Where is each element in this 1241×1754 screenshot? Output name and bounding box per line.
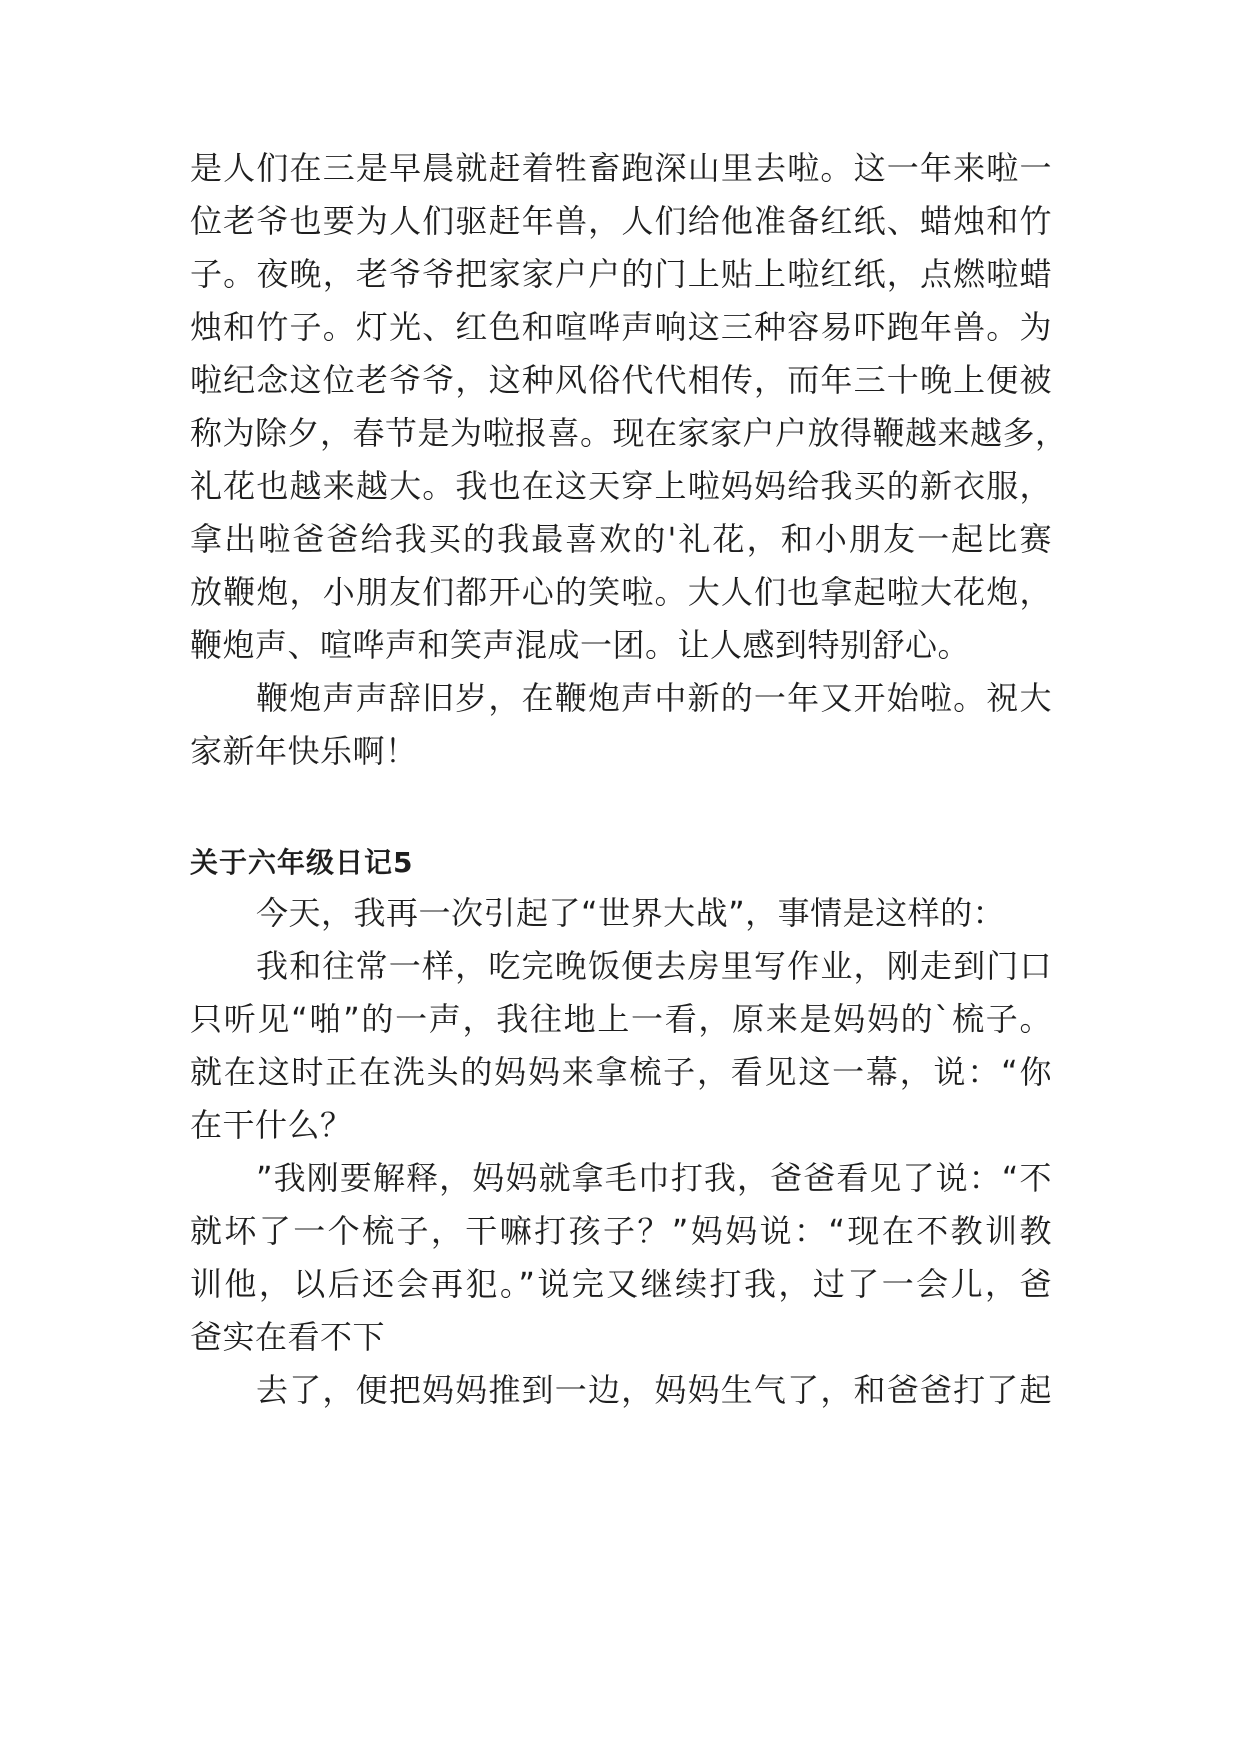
body-text-line: 我和往常一样，吃完晚饭便去房里写作业，刚走到门口 <box>256 947 1052 985</box>
body-text-line: 就坏了一个梳子，干嘛打孩子？”妈妈说：“现在不教训教 <box>190 1212 1052 1250</box>
body-text-line: 只听见“啪”的一声，我往地上一看，原来是妈妈的`梳子。 <box>190 1000 1052 1038</box>
body-text-line: 称为除夕，春节是为啦报喜。现在家家户户放得鞭越来越多， <box>190 414 1068 452</box>
body-text-line: 啦纪念这位老爷爷，这种风俗代代相传，而年三十晚上便被 <box>190 361 1052 399</box>
body-text-line: 今天，我再一次引起了“世界大战”，事情是这样的： <box>256 894 1006 932</box>
body-text-line: ”我刚要解释，妈妈就拿毛巾打我，爸爸看见了说：“不 <box>256 1159 1052 1197</box>
body-text-line: 就在这时正在洗头的妈妈来拿梳子，看见这一幕，说：“你 <box>190 1053 1052 1091</box>
body-text-line: 放鞭炮，小朋友们都开心的笑啦。大人们也拿起啦大花炮， <box>190 573 1052 611</box>
body-text-line: 家新年快乐啊！ <box>190 732 418 770</box>
body-text-line: 位老爷也要为人们驱赶年兽，人们给他准备红纸、蜡烛和竹 <box>190 202 1052 240</box>
body-text-line: 训他，以后还会再犯。”说完又继续打我，过了一会儿，爸 <box>190 1265 1052 1303</box>
body-text-line: 礼花也越来越大。我也在这天穿上啦妈妈给我买的新衣服， <box>190 467 1052 505</box>
body-text-line: 烛和竹子。灯光、红色和喧哗声响这三种容易吓跑年兽。为 <box>190 308 1052 346</box>
body-text-line: 拿出啦爸爸给我买的我最喜欢的'礼花，和小朋友一起比赛 <box>190 520 1052 558</box>
body-text-line: 是人们在三是早晨就赶着牲畜跑深山里去啦。这一年来啦一 <box>190 149 1052 187</box>
section-heading: 关于六年级日记5 <box>190 846 414 879</box>
body-text-line: 在干什么？ <box>190 1106 353 1144</box>
body-text-line: 子。夜晚，老爷爷把家家户户的门上贴上啦红纸，点燃啦蜡 <box>190 255 1052 293</box>
body-text-line: 鞭炮声声辞旧岁，在鞭炮声中新的一年又开始啦。祝大 <box>256 679 1052 717</box>
body-text-line: 去了，便把妈妈推到一边，妈妈生气了，和爸爸打了起 <box>256 1371 1052 1409</box>
body-text-line: 爸实在看不下 <box>190 1318 386 1356</box>
body-text-line: 鞭炮声、喧哗声和笑声混成一团。让人感到特别舒心。 <box>190 626 971 664</box>
